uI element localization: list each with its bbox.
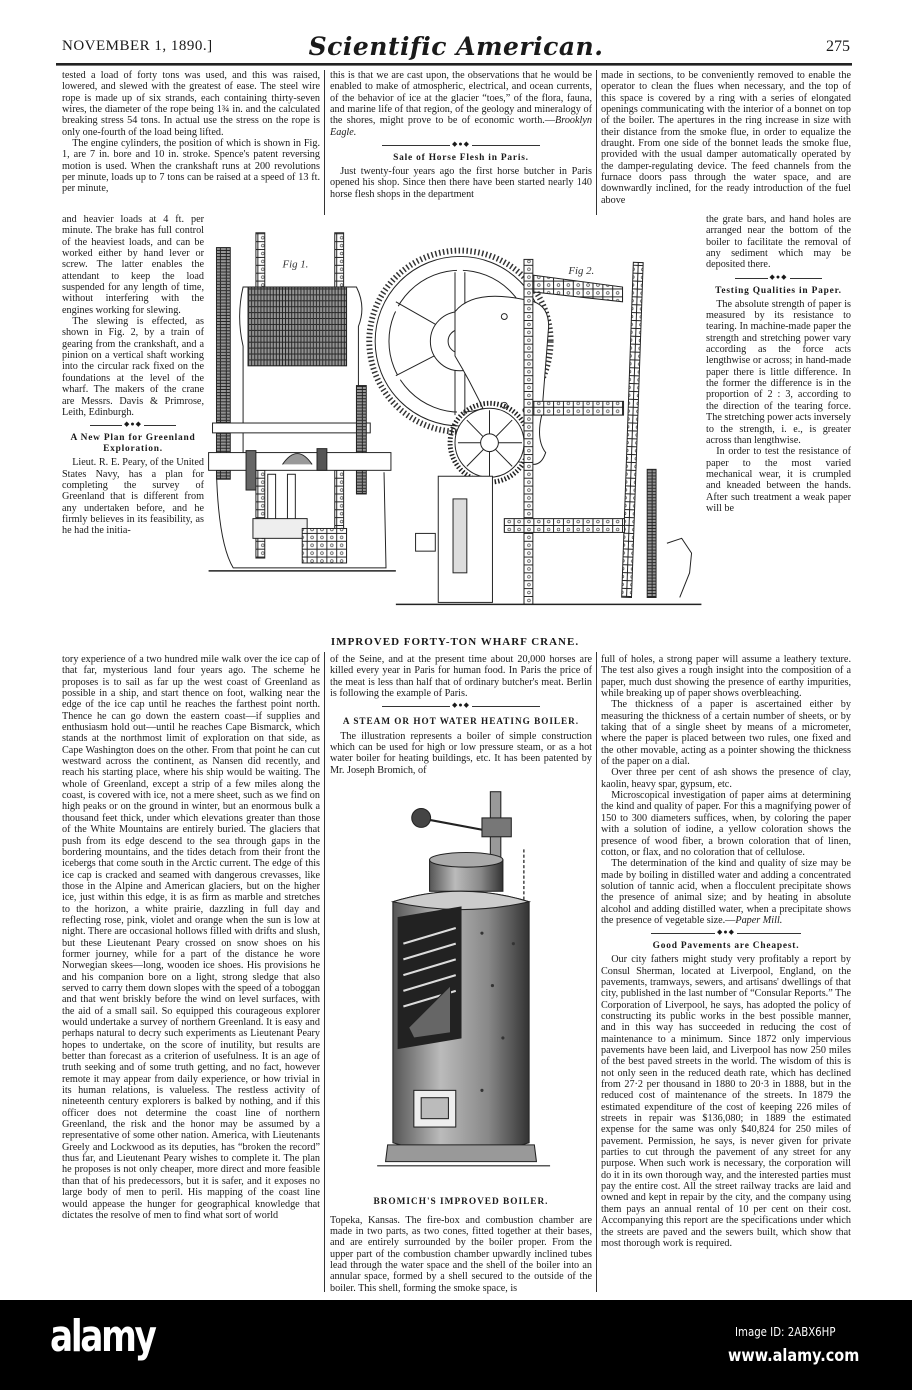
fig2-crane-side-view <box>369 251 701 605</box>
boiler-figure <box>330 776 592 1195</box>
boiler-figure-caption: BROMICH'S IMPROVED BOILER. <box>373 1197 549 1208</box>
column-left-top <box>62 70 320 195</box>
paragraph: Just twenty-four years ago the first horse butcher in Paris opened his shop. Since then there have been started nearly 140 horse flesh shops in the department <box>330 166 592 200</box>
article-heading: Good Pavements are Cheapest. <box>652 941 800 952</box>
section-divider: ◆●◆ <box>382 701 539 711</box>
crane-illustration <box>208 218 702 630</box>
paragraph: Topeka, Kansas. The fire-box and combustion chamber are made in two parts, as two cones, fitted together at their bases, and are entirely surrounded by the boiler proper. From the upper part of the combustion chamber upwardly inclined tubes lead through the water space and the shell of the boiler into an annular space, formed by a shell secured to the outside of the boiler. This shell, forming the smoke space, is <box>330 1214 592 1294</box>
paragraph: The illustration represents a boiler of simple construction which can be used for high or low pressure steam, or as a hot water boiler for heating buildings, etc. It has been patented by Mr. Joseph Bromich, of <box>330 730 592 776</box>
paragraph-text: this is that we are cast upon, the observations that he would be enabled to make of atmospheric, electrical, and ocean currents, of the behavior of ice at the glacier “toes,” of the flora, fauna, and marine life of that region, of the geology and mineralogy of the shores, might prove to be of economic worth.— <box>330 70 592 127</box>
issue-date: NOVEMBER 1, 1890.] <box>62 38 213 54</box>
alamy-logo: alamy <box>50 1311 155 1362</box>
paragraph: Lieut. R. E. Peary, of the United States Navy, has a plan for completing the survey of Greenland that is different from any undertaken before, and he firmly believes in its feasibility, as he had the initia- <box>62 457 204 537</box>
paragraph: Over three per cent of ash shows the presence of clay, kaolin, heavy spar, gypsum, etc. <box>601 767 851 790</box>
section-divider: ◆●◆ <box>651 928 801 938</box>
paragraph: In order to test the resistance of paper to the most varied mechanical wear, it is crumpled and kneaded between the hands. After such treatment a weak paper will be <box>706 446 851 514</box>
source-credit: Paper Mill. <box>735 914 783 926</box>
column-middle-bottom <box>330 654 592 1294</box>
column-middle-top <box>330 70 592 200</box>
paragraph: The thickness of a paper is ascertained either by measuring the thickness of a certain number of sheets, or by taking that of a single sheet by means of a micrometer, where the paper is placed between two rules, one fixed and the other movable, acting as a pointer showing the thickness of the paper on a dial. <box>601 699 851 768</box>
paragraph: The slewing is effected, as shown in Fig. 2, by a train of gearing from the crankshaft, and a pinion on a vertical shaft working into the circular rack fixed on the foundations at the level of the wharf. The makers of the crane are Messrs. Davis & Primrose, Leith, Edinburgh. <box>62 316 204 418</box>
crane-figure-caption: IMPROVED FORTY-TON WHARF CRANE. <box>330 636 580 648</box>
source-credit: Brooklyn Eagle. <box>330 115 592 138</box>
paragraph: the grate bars, and hand holes are arranged near the bottom of the boiler to facilitate the removal of any sediment which may be deposited there. <box>706 214 851 271</box>
paragraph: full of holes, a strong paper will assume a leathery texture. The test also gives a rough insight into the composition of a paper, much dust showing the presence of earthy impurities, while breaking up of paper shows overbleaching. <box>601 654 851 700</box>
section-divider: ◆●◆ <box>382 140 539 150</box>
column-right-narrow <box>706 214 851 514</box>
paragraph: Microscopical investigation of paper aims at determining the kind and quality of paper. For this a magnifying power of 150 to 300 diameters suffices, when, by coloring the paper with a solution of iodine, a yellow coloration shows the presence of wood fiber, a brown coloration that of linen, cotton, or flax, and no coloration that of cellulose. <box>601 790 851 858</box>
header-rule <box>56 63 852 66</box>
section-divider: ◆●◆ <box>90 420 175 430</box>
image-id-label: Image ID: 2ABX6HP <box>735 1325 836 1339</box>
column-right-top <box>601 70 851 206</box>
column-left-narrow <box>62 214 204 537</box>
paragraph <box>330 70 592 138</box>
paragraph: tory experience of a two hundred mile walk over the ice cap of that far, mysterious land four years ago. The scheme he proposes is to sail as far up the west coast of Greenland as possible in a ship, and start thence on foot, walking near the edge of the ice cap until he reaches the farthest point north. Thence he can go down the eastern coast—if supplies and enthusiasm hold out—until he reaches Cape Bismarck, which stands at the northmost limit of exploration on that side, as Cape Washington does on the other. From that point he can cut westward across the continent, as Nansen did recently, and reach his starting place, where his ship would be waiting. The whole of Greenland, except a strip of a few miles along the coast, is covered with ice, not a mere sheet, such as we find on high peaks or on the ground in winter, but an enormous bulk a thousand feet thick, under which elevations greater than those of the White Mountains are entirely buried. The glaciers that push from its edge descend to the sea through gaps in the bordering mountains, and the tides detach from their front the icebergs that come south in the Arctic current. The edge of this ice cap is cracked and seamed with dangerous crevasses, like those in the Alpine and American glaciers, but on the higher ice, just within this edge, it is as firm as marble and stretches to the horizon, a white prairie, dazzling in full day and reflecting rose, pink, violet and orange when the sun is low at night. There are occasional hollows filled with drifts and slush, but these Lieutenant Peary crossed on snow shoes on his former journey, while for a part of the distance he wore Norwegian skees—long, wooden ice shoes. His provisions he and his companion bore on a light, strong sledge that also served to carry them down slopes with the speed of a toboggan and that went briskly before the wind on level surfaces, with the aid of a small sail. So equipped this courageous explorer would undertake a survey of northern Greenland. It is easy and perhaps natural to decry such experiments as Lieutenant Peary hopes to undertake, on the score of inutility, but results are better than forecast as a criterion of usefulness. It is an age of truth seeking and of some truth getting, and no fact, however remote it may appear from daily experience, or how trivial in its human relations, is valueless. The restless activity of nineteenth century explorers is balked by nothing, and if this officer does not determine the coast line of northern Greenland, the risk and the honor may be assumed by a representative of some other nation. America, with Lieutenants Greely and Lockwood as its deputies, has “broken the record” thus far, and Lieutenant Peary wishes to complete it. The plan he proposes is not only cheaper, more direct and more feasible than that of his predecessors, but it is safer, and it exposes no large body of men to peril. His mapping of the coast line would appease the hunger for geographical knowledge that dictates the resolve of men to find what sort of world <box>62 654 320 1221</box>
article-heading: Sale of Horse Flesh in Paris. <box>393 153 529 164</box>
column-left-bottom <box>62 654 320 1221</box>
article-heading: A STEAM OR HOT WATER HEATING BOILER. <box>342 716 580 727</box>
page-number: 275 <box>826 38 850 55</box>
watermark-url: www.alamy.com <box>728 1346 860 1366</box>
column-rule <box>596 70 597 215</box>
paragraph: and heavier loads at 4 ft. per minute. The brake has full control of the heaviest loads, and can be worked either by hand lever or screw. The latter enables the attendant to keep the load suspended for any length of time, without interfering with the engines working for slewing. <box>62 214 204 316</box>
section-divider: ◆●◆ <box>735 273 822 283</box>
boiler-illustration <box>346 776 576 1195</box>
paragraph: Our city fathers might study very profitably a report by Consul Sherman, located at Liverpool, England, on the pavements, tramways, sewers, and artisans' dwellings of that city, published in the last number of “Consular Reports.” The Corporation of Liverpool, he says, has adopted the policy of constructing its public works in the best possible manner, and in this way has succeeded in reducing the cost of maintenance to a minimum. Since 1872 only impervious pavements have been laid, and Liverpool has now 250 miles of the best paved streets in the world. The wisdom of this is not only seen in the reduced death rate, which has declined from 27·2 per thousand in 1880 to 20·3 in 1888, but in the reduced cost of maintenance of the streets. In 1879 the estimated expenditure of the cost of keeping 226 miles of streets in repair was $136,080; in 1889 the estimated expense for the same was only $40,824 for 250 miles of pavement. Permission, he says, is never given for private parties to cut through the pavement of any street for any purpose. When such work is necessary, the corporation will do it in its own thorough way, and the interested parties must pay the entire cost. All the street railway tracks are laid and owned and kept in repair by the city, and the company using them pays an annual rental of 10 per cent on their cost. Accompanying this report are the specifications under which the streets are paved and the sewers built, which show that most thorough work is required. <box>601 954 851 1249</box>
paragraph: The engine cylinders, the position of which is shown in Fig. 1, are 7 in. bore and 10 in. stroke. Spence's patent reversing motion is used. When the crankshaft runs at 200 revolutions per minute, loads up to 7 tons can be raised at a speed of 13 ft. per minute, <box>62 138 320 195</box>
paragraph <box>601 858 851 926</box>
fig1-label: Fig 1. <box>282 258 309 271</box>
article-heading: Testing Qualities in Paper. <box>715 285 842 296</box>
paragraph: The absolute strength of paper is measured by its resistance to tearing. In machine-made paper the strength and stretching power vary according as the force acts lengthwise or across; in hand-made paper there is little difference. In the former the difference is in the proportion of 2 : 3, according to the direction of the tearing force. The stretching power acts inversely to the strength, i. e., is greater across than lengthwise. <box>706 298 851 446</box>
paragraph: made in sections, to be conveniently removed to enable the operator to clean the flues when necessary, and the top of this space is covered by a ring with a series of elongated openings communicating with the interior of a bonnet on top of the boiler. The apertures in the ring increase in size with their distance from the smoke flue, in order to equalize the draught. From one side of the bonnet leads the smoke flue, provided with the usual damper automatically operated by the damper-regulating device. The feed channels from the furnace doors pass through the water space, and are downwardly inclined, for the ready introduction of the fuel above <box>601 70 851 206</box>
masthead-title: Scientific American. <box>308 32 604 61</box>
column-right-bottom <box>601 654 851 1249</box>
paragraph: tested a load of forty tons was used, and this was raised, lowered, and slewed with the greatest of ease. The steel wire rope is made up of six strands, each containing thirty-seven wires, the diameter of the rope being 1¾ in. and the calculated breaking stress 54 tons. In actual use the stress on the rope is only one-fourth of the load being lifted. <box>62 70 320 138</box>
column-rule <box>324 70 325 215</box>
article-heading: A New Plan for Greenland Exploration. <box>70 433 196 455</box>
paragraph-text: The determination of the kind and quality of size may be made by boiling in distilled water and adding a concentrated solution of tannic acid, when a flocculent precipitate shows the presence of animal size; and by heating in absolute alcohol and adding distilled water, when a precipitate shows the presence of vegetable size.— <box>601 858 851 926</box>
fig1-crane-front-view <box>209 233 396 571</box>
fig2-label: Fig 2. <box>568 265 595 278</box>
paragraph: of the Seine, and at the present time about 20,000 horses are killed every year in Paris for human food. In Paris the price of the meat is less than half that of ordinary butcher's meat. Berlin is following the example of Paris. <box>330 654 592 700</box>
column-rule <box>324 652 325 1292</box>
column-rule <box>596 652 597 1292</box>
